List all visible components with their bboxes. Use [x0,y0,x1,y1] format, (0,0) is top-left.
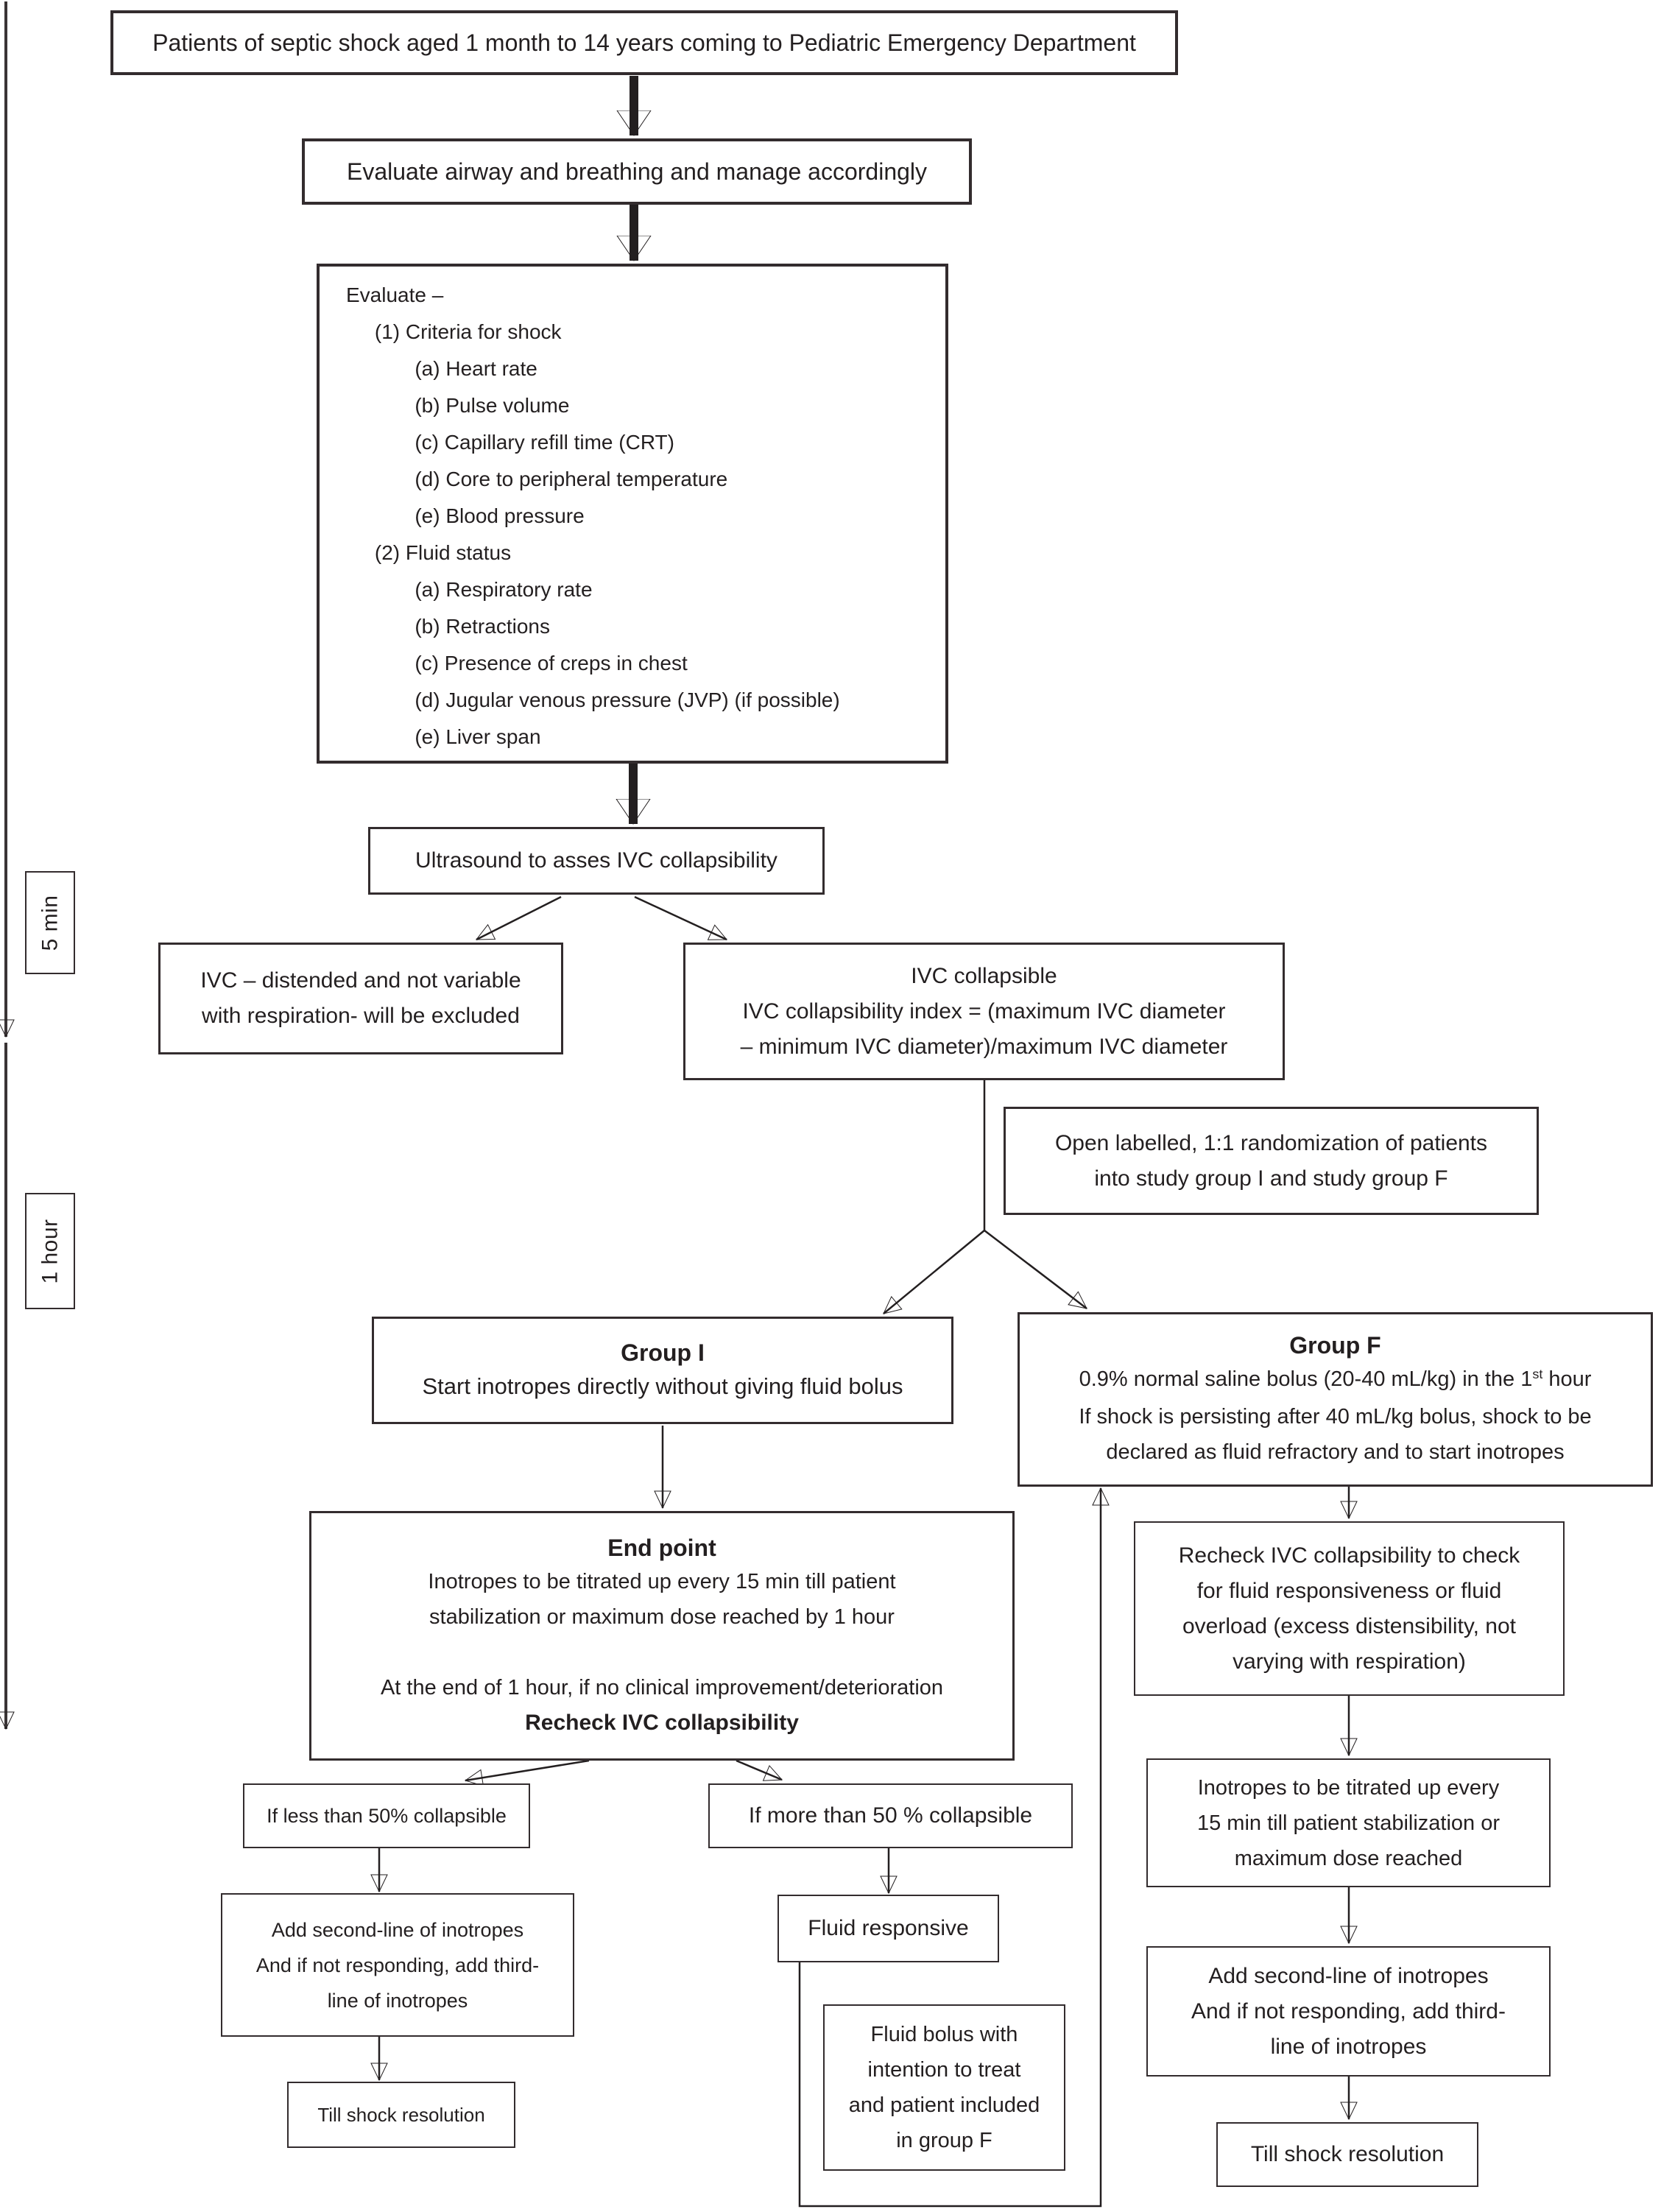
node-evaluate-airway-text: Evaluate airway and breathing and manage accordingly [346,158,928,185]
node-recheck-f [1134,1521,1565,1696]
group-f-line1-post: hour [1542,1367,1592,1391]
node-group-i-title: Group I [621,1339,705,1366]
node-group-f [1018,1312,1653,1487]
node-end-point-lines: Inotropes to be titrated up every 15 min till patient stabilization or maximum dose reached by 1 hour At the end of 1 hour, if no clinical improvement/deterioration [380,1569,944,1699]
node-fluid-bolus-lines: Fluid bolus with intention to treat and patient included in group F [848,2023,1040,2152]
node-ivc-collapsible [683,943,1285,1080]
node-titrate-f-lines: Inotropes to be titrated up every 15 min till patient stabilization or maximum dose reached [1196,1775,1501,1870]
node-less-50-text: If less than 50% collapsible [267,1805,507,1827]
timeline-label-1hour [25,1193,75,1309]
node-group-f-line1 [1079,1362,1592,1399]
arrow-endpoint-to-more50 [736,1761,782,1780]
node-fluid-responsive-text: Fluid responsive [808,1916,969,1940]
node-till-shock-l [287,2082,515,2148]
node-ivc-excluded [158,943,563,1054]
arrow-ultrasound-to-excluded [476,897,561,940]
node-ultrasound [368,827,825,895]
group-f-line1-pre: 0.9% normal saline bolus (20-40 mL/kg) in the 1 [1079,1367,1533,1391]
node-group-i-body: Start inotropes directly without giving fluid bolus [422,1373,903,1399]
node-ivc-excluded-lines: IVC – distended and not variable with respiration- will be excluded [200,968,521,1028]
node-end-point-title: End point [607,1534,716,1561]
node-end-point [309,1511,1015,1761]
arrow-branch-to-group-f [984,1230,1087,1308]
node-group-f-lines: If shock is persisting after 40 mL/kg bolus, shock to be declared as fluid refractory and to start inotropes [1079,1405,1592,1464]
arrow-ultrasound-to-collapsible [635,897,727,940]
node-more-50-text: If more than 50 % collapsible [748,1803,1033,1828]
node-add-inotropes-f [1146,1946,1551,2077]
node-recheck-f-lines: Recheck IVC collapsibility to check for fluid responsiveness or fluid overload (excess distensibility, not varying with respiration) [1178,1543,1520,1674]
node-patients [110,10,1178,75]
node-ivc-collapsible-lines: IVC collapsible IVC collapsibility index = (maximum IVC diameter – minimum IVC diameter)/maximum IVC diameter [740,963,1228,1059]
node-evaluate-criteria-lines: Evaluate – (1) Criteria for shock (a) Heart rate (b) Pulse volume (c) Capillary refill time (CRT) (d) Core to peripheral temperature (e) Blood pressure (2) Fluid status (a) Respiratory rate (b) Retractions (c) Presence of creps in chest (d) Jugular venous pressure (JVP) (if possible) (e) Liver span [346,283,840,748]
node-add-inotropes-f-lines: Add second-line of inotropes And if not responding, add third- line of inotropes [1191,1963,1506,2059]
timeline-label-5min [25,871,75,974]
arrow-endpoint-to-less50 [465,1761,589,1780]
node-more-50 [708,1783,1073,1848]
node-till-shock-f-text: Till shock resolution [1250,2142,1445,2166]
node-less-50 [243,1783,530,1848]
group-f-line1-superscript: st [1532,1367,1543,1382]
node-fluid-bolus [823,2004,1065,2171]
arrow-branch-to-group-i [884,1230,984,1314]
timeline-1hour-text: 1 hour [38,1218,63,1284]
node-ultrasound-text: Ultrasound to asses IVC collapsibility [415,848,777,873]
node-patients-text: Patients of septic shock aged 1 month to 14 years coming to Pediatric Emergency Department [152,29,1136,56]
node-end-point-bold-line: Recheck IVC collapsibility [525,1710,799,1735]
node-group-i [372,1317,953,1424]
node-till-shock-f [1216,2122,1478,2187]
node-fluid-responsive [777,1895,999,1962]
node-evaluate-criteria [317,264,948,764]
node-titrate-f [1146,1758,1551,1887]
node-group-f-title: Group F [1289,1332,1381,1359]
node-add-inotropes-l [221,1893,574,2037]
node-randomization-lines: Open labelled, 1:1 randomization of patients into study group I and study group F [1054,1130,1488,1191]
node-randomization [1004,1107,1539,1215]
node-till-shock-l-text: Till shock resolution [317,2104,485,2126]
node-evaluate-airway [302,138,972,205]
timeline-5min-text: 5 min [38,895,63,951]
node-add-inotropes-l-lines: Add second-line of inotropes And if not responding, add third- line of inotropes [255,1918,540,2012]
